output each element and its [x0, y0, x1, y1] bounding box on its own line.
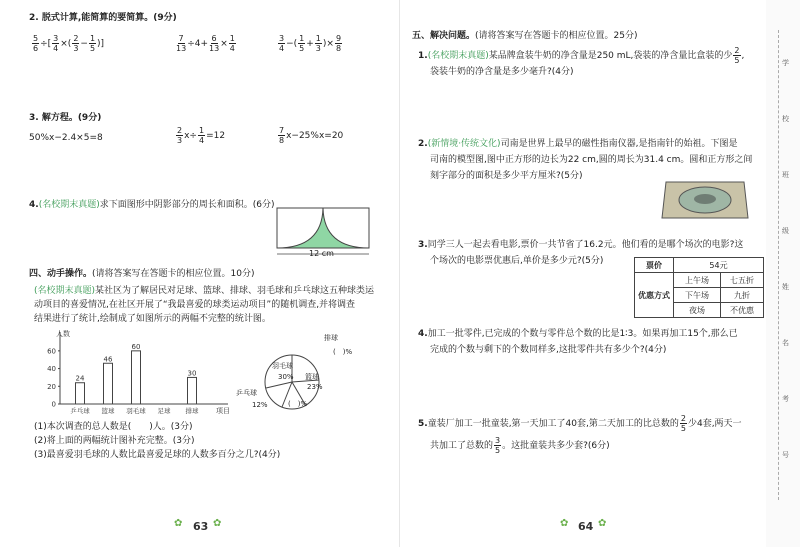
q3-title: 3. 解方程。(9分) [29, 113, 102, 123]
bar-value-label: 30 [187, 369, 197, 378]
q3-equation-3: $\frac{7}{8}$ x−25%x=20 [279, 126, 344, 145]
pie-label-basketball-pct: 23% [307, 383, 323, 391]
r-q2-line2: 司南的模型图,图中正方形的边长为22 cm,圆的周长为31.4 cm。圆和正方形之间 [430, 155, 753, 165]
bar-value-label: 24 [75, 374, 85, 383]
binding-label: 号 [782, 451, 789, 459]
pie-label-basketball: 篮球 [305, 373, 319, 381]
y-tick-label: 40 [47, 365, 56, 374]
q2-expr-2: $\frac{7}{13}$ ÷4+ $\frac{6}{13}$ × $\frac{1}{4}$ [176, 34, 235, 53]
bar-value-label: 46 [103, 355, 113, 364]
s4-sub-2: (2)将上面的两幅统计图补充完整。(3分) [34, 436, 195, 446]
q3-equation-2: $\frac{2}{3}$ x÷ $\frac{1}{4}$ =12 [177, 126, 226, 145]
binding-label: 考 [782, 395, 789, 403]
binding-line [778, 30, 780, 500]
q2-expr-1: $\frac{5}{6}$ ÷[ $\frac{3}{4}$ ×( $\frac{2}{3}$ − $\frac{1}{5}$ )] [33, 34, 105, 53]
s4-sub-3: (3)最喜爱羽毛球的人数比最喜爱足球的人数多百分之几?(4分) [34, 450, 281, 460]
bar-chart [32, 328, 242, 418]
binding-strip [766, 0, 800, 547]
leaf-icon: ✿ [213, 518, 222, 529]
r-q3-line2: 个场次的电影票优惠后,单价是多少元?(5分) [430, 256, 604, 266]
pie-label-volleyball-pct: ( )% [333, 348, 353, 356]
r-q5-line2: 共加工了总数的 $\frac{3}{5}$ 。这批童装共多少套?(6分) [430, 436, 610, 455]
y-tick-label: 60 [47, 347, 56, 356]
sinan-model-image [660, 178, 750, 224]
x-tick-label: 篮球 [101, 407, 115, 415]
q3-equation-1: 50%x−2.4×5=8 [29, 133, 103, 143]
pie-label-football-pct: ( )% [288, 400, 308, 408]
r-q1-line2: 袋装牛奶的净含量是多少毫升?(4分) [430, 67, 574, 77]
r-q2-line1: 2.(新情境·传统文化)司南是世界上最早的磁性指南仪器,是指南针的始祖。下图是 [418, 139, 738, 149]
r-q4-line1: 4.加工一批零件,已完成的个数与零件总个数的比是1∶3。如果再加工15个,那么已 [418, 329, 738, 339]
bar-value-label: 60 [131, 342, 141, 351]
binding-label: 学 [782, 59, 789, 67]
page-divider [399, 0, 400, 547]
s4-para-2: 动项目的喜爱情况,在社区开展了“我最喜爱的球类运动项目”的随机调查,并将调查 [34, 300, 356, 310]
binding-label: 名 [782, 339, 789, 347]
bar [188, 377, 197, 404]
q2-title: 2. 脱式计算,能简算的要简算。(9分) [29, 13, 177, 23]
leaf-icon: ✿ [560, 518, 569, 529]
x-tick-label: 羽毛球 [126, 407, 146, 415]
y-tick-label: 0 [51, 400, 56, 409]
page-number-left: 63 [193, 520, 209, 533]
x-tick-label: 排球 [185, 407, 199, 415]
s4-para-3: 结果进行了统计,绘制成了如图所示的两幅不完整的统计图。 [34, 314, 271, 324]
y-tick-label: 20 [47, 382, 56, 391]
q4-title: 4.(名校期末真题)求下面图形中阴影部分的周长和面积。(6分) [29, 200, 275, 210]
ticket-price-table: 票价 54元 优惠方式 上午场 七五折 下午场 九折 夜场 不优惠 [634, 257, 764, 318]
pie-label-badminton-pct: 30% [278, 373, 294, 381]
r-q5-line1: 5.童装厂加工一批童装,第一天加工了40套,第二天加工的比总数的 $\frac{2}{5}$ 少4套,两天一 [418, 414, 742, 433]
binding-label: 校 [782, 115, 789, 123]
s4-para-1: (名校期末真题)某社区为了解居民对足球、篮球、排球、羽毛球和乒乓球这五种球类运 [34, 286, 375, 296]
binding-label: 级 [782, 227, 789, 235]
leaf-icon: ✿ [174, 518, 183, 529]
y-axis-label: 人数 [56, 330, 70, 338]
r-q2-line3: 刻字部分的面积是多少平方厘米?(5分) [430, 171, 583, 181]
binding-label: 姓 [782, 283, 789, 291]
pie-label-pingpong-pct: 12% [252, 401, 268, 409]
pie-label-volleyball: 排球 [324, 334, 338, 342]
leaf-icon: ✿ [598, 518, 607, 529]
r-q3-line1: 3.同学三人一起去看电影,票价一共节省了16.2元。他们看的是哪个场次的电影?这 [418, 240, 744, 250]
figure-dimension: 12 cm [309, 249, 334, 258]
q2-expr-3: $\frac{3}{4}$ −( $\frac{1}{5}$ + $\frac{1}{3}$ )× $\frac{9}{8}$ [279, 34, 342, 53]
page-number-right: 64 [578, 520, 594, 533]
section-5-title: 五、解决问题。(请将答案写在答题卡的相应位置。25分) [412, 31, 638, 41]
r-q4-line2: 完成的个数与剩下的个数同样多,这批零件共有多少个?(4分) [430, 345, 667, 355]
section-4-title: 四、动手操作。(请将答案写在答题卡的相应位置。10分) [29, 269, 255, 279]
bar [104, 363, 113, 404]
x-tick-label: 乒乓球 [70, 407, 90, 415]
x-axis-label: 项目 [216, 407, 230, 415]
pie-label-pingpong: 乒乓球 [236, 389, 257, 397]
x-tick-label: 足球 [157, 407, 171, 415]
r-q1-line1: 1.(名校期末真题)某品牌盒装牛奶的净含量是250 mL,袋装的净含量比盒装的少 $\frac{2}{5}$ , [418, 46, 745, 65]
s4-sub-1: (1)本次调查的总人数是( )人。(3分) [34, 422, 193, 432]
bar [132, 351, 141, 404]
binding-label: 班 [782, 171, 789, 179]
bar [76, 383, 85, 404]
pie-label-badminton: 羽毛球 [272, 362, 293, 370]
